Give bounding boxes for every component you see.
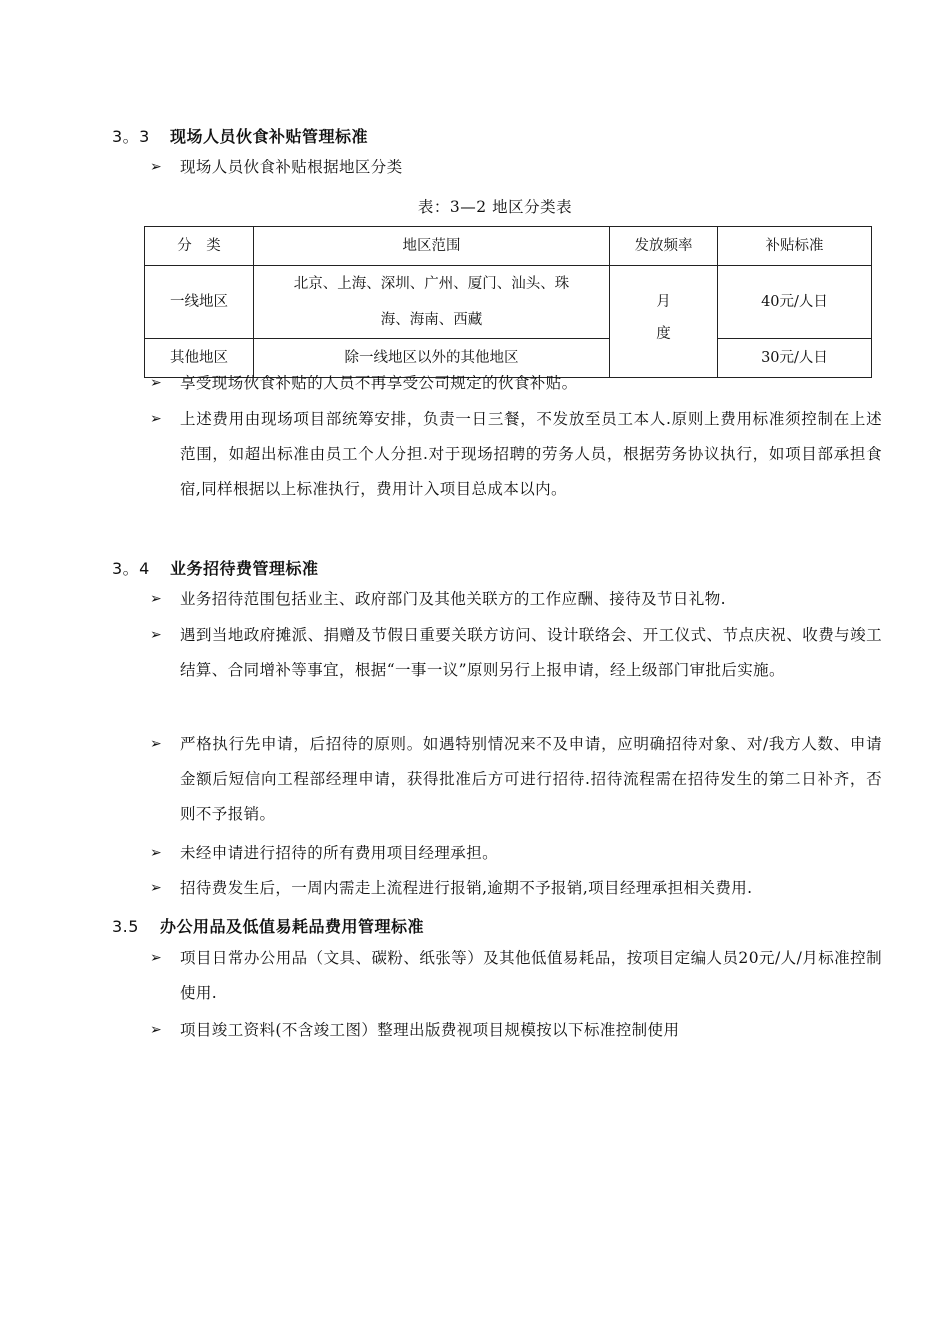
section-heading-3-4 <box>112 556 319 579</box>
section-number: 3。3 <box>112 127 150 146</box>
bullet-text: 项目日常办公用品（文具、碳粉、纸张等）及其他低值易耗品，按项目定编人员20元/人/月标准控制使用. <box>180 949 882 1002</box>
bullet-item <box>150 836 882 871</box>
region-table <box>144 226 872 378</box>
header-cell: 地区范围 <box>254 227 610 266</box>
frequency-line: 度 <box>656 326 671 342</box>
bullet-item <box>150 582 882 617</box>
range-cell <box>254 266 610 339</box>
table-row <box>145 266 872 339</box>
bullet-item <box>150 727 882 832</box>
arrow-bullet-icon: ➢ <box>150 591 163 607</box>
section-title: 现场人员伙食补贴管理标准 <box>170 127 369 146</box>
arrow-bullet-icon: ➢ <box>150 411 163 427</box>
bullet-item <box>150 402 882 507</box>
arrow-bullet-icon: ➢ <box>150 736 163 752</box>
range-line: 北京、上海、深圳、广州、厦门、汕头、珠 <box>293 276 570 292</box>
category-cell: 其他地区 <box>145 339 254 378</box>
section-heading-3-3 <box>112 124 368 147</box>
standard-cell: 40元/人日 <box>718 266 872 339</box>
bullet-item <box>150 941 882 1011</box>
frequency-line: 月 <box>656 294 671 310</box>
arrow-bullet-icon: ➢ <box>150 159 163 175</box>
section-heading-3-5 <box>112 914 424 937</box>
header-cell: 补贴标准 <box>718 227 872 266</box>
section-number: 3。4 <box>112 559 150 578</box>
bullet-item <box>150 150 882 185</box>
arrow-bullet-icon: ➢ <box>150 950 163 966</box>
standard-cell: 30元/人日 <box>718 339 872 378</box>
arrow-bullet-icon: ➢ <box>150 845 163 861</box>
bullet-text: 遇到当地政府摊派、捐赠及节假日重要关联方访问、设计联络会、开工仪式、节点庆祝、收费与竣工结算、合同增补等事宜，根据“一事一议”原则另行上报申请，经上级部门审批后实施。 <box>180 626 882 679</box>
bullet-text: 享受现场伙食补贴的人员不再享受公司规定的伙食补贴。 <box>180 374 578 392</box>
table-header-row <box>145 227 872 266</box>
header-cell: 发放频率 <box>610 227 718 266</box>
arrow-bullet-icon: ➢ <box>150 880 163 896</box>
bullet-item <box>150 1013 882 1048</box>
category-cell: 一线地区 <box>145 266 254 339</box>
range-cell: 除一线地区以外的其他地区 <box>254 339 610 378</box>
section-title: 业务招待费管理标准 <box>170 559 319 578</box>
arrow-bullet-icon: ➢ <box>150 1022 163 1038</box>
bullet-text: 现场人员伙食补贴根据地区分类 <box>180 158 403 176</box>
section-number: 3.5 <box>112 917 139 936</box>
table-caption: 表：3—2 地区分类表 <box>417 198 573 216</box>
header-cell: 分 类 <box>145 227 254 266</box>
bullet-text: 上述费用由现场项目部统筹安排，负责一日三餐，不发放至员工本人.原则上费用标准须控制在上述范围，如超出标准由员工个人分担.对于现场招聘的劳务人员，根据劳务协议执行，如项目部承担食宿,同样根据以上标准执行，费用计入项目总成本以内。 <box>180 410 882 498</box>
bullet-item <box>150 871 882 906</box>
bullet-item <box>150 618 882 688</box>
arrow-bullet-icon: ➢ <box>150 375 163 391</box>
frequency-cell <box>610 266 718 378</box>
arrow-bullet-icon: ➢ <box>150 627 163 643</box>
bullet-text: 业务招待范围包括业主、政府部门及其他关联方的工作应酬、接待及节日礼物. <box>180 590 726 608</box>
bullet-text: 招待费发生后，一周内需走上流程进行报销,逾期不予报销,项目经理承担相关费用. <box>180 879 753 897</box>
bullet-text: 项目竣工资料(不含竣工图）整理出版费视项目规模按以下标准控制使用 <box>180 1021 680 1039</box>
bullet-text: 未经申请进行招待的所有费用项目经理承担。 <box>180 844 499 862</box>
bullet-item <box>150 366 882 401</box>
range-line: 海、海南、西藏 <box>380 312 483 328</box>
bullet-text: 严格执行先申请，后招待的原则。如遇特别情况来不及申请，应明确招待对象、对/我方人数、申请金额后短信向工程部经理申请，获得批准后方可进行招待.招待流程需在招待发生的第二日补齐，否则不予报销。 <box>180 735 882 823</box>
section-title: 办公用品及低值易耗品费用管理标准 <box>160 917 425 936</box>
